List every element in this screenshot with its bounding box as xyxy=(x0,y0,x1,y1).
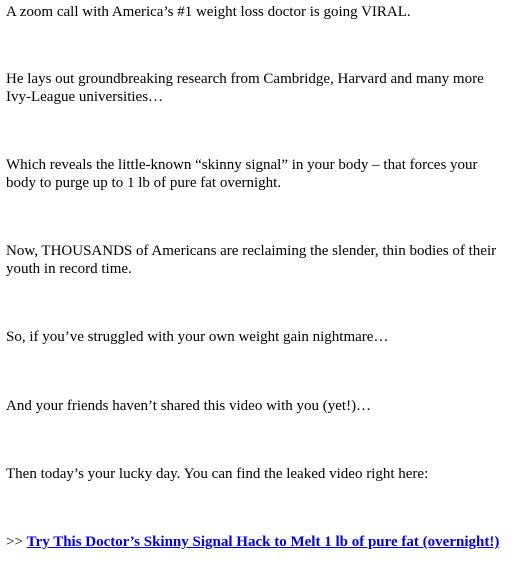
cta-paragraph xyxy=(6,533,511,551)
cta-prefix: >> xyxy=(6,534,27,550)
paragraph-lucky-day: Then today’s your lucky day. You can find the leaked video right here: xyxy=(6,466,429,482)
paragraph-thousands: Now, THOUSANDS of Americans are reclaiming the slender, thin bodies of their youth in record time. xyxy=(6,243,497,277)
paragraph-struggled: So, if you’ve struggled with your own weight gain nightmare… xyxy=(6,329,389,345)
paragraph-skinny-signal: Which reveals the little-known “skinny signal” in your body – that forces your body to purge up to 1 lb of pure fat overnight. xyxy=(6,157,478,191)
paragraph-friends: And your friends haven’t shared this video with you (yet!)… xyxy=(6,398,372,414)
cta-link[interactable]: Try This Doctor’s Skinny Signal Hack to Melt 1 lb of pure fat (overnight!) xyxy=(26,534,500,550)
paragraph-intro: A zoom call with America’s #1 weight loss doctor is going VIRAL. xyxy=(6,4,411,20)
paragraph-research: He lays out groundbreaking research from Cambridge, Harvard and many more Ivy-League universities… xyxy=(6,71,484,105)
